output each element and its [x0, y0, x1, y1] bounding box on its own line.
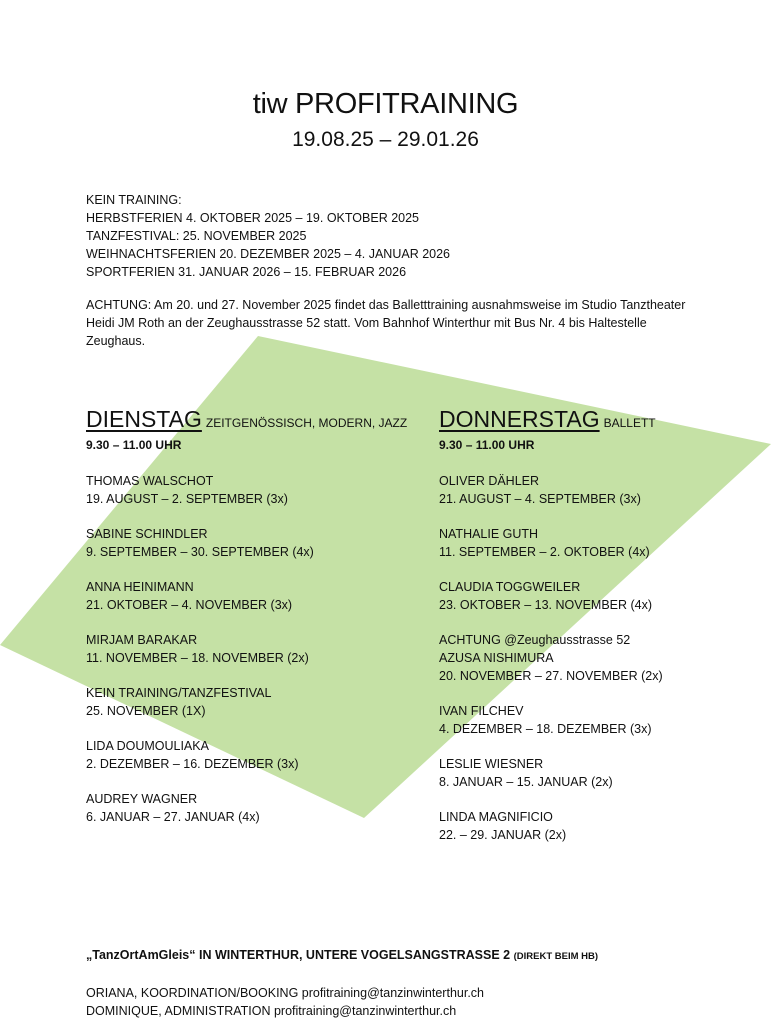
teacher-name: AUDREY WAGNER	[86, 792, 198, 806]
teacher-name: NATHALIE GUTH	[439, 527, 539, 541]
venue-note: (DIREKT BEIM HB)	[513, 951, 599, 962]
entry-dates: 20. NOVEMBER – 27. NOVEMBER (2x)	[439, 669, 663, 683]
class-time: 9.30 – 11.00 UHR	[86, 438, 182, 452]
schedule-entry	[86, 737, 407, 773]
schedule-entry	[439, 702, 663, 738]
no-training-heading: KEIN TRAINING:	[86, 193, 182, 207]
entry-dates: 25. NOVEMBER (1X)	[86, 704, 206, 718]
entry-dates: 19. AUGUST – 2. SEPTEMBER (3x)	[86, 492, 288, 506]
contacts-section	[86, 984, 484, 1020]
contact-line: ORIANA, KOORDINATION/BOOKING profitraining@tanzinwinterthur.ch	[86, 986, 484, 1000]
entry-dates: 22. – 29. JANUAR (2x)	[439, 828, 567, 842]
no-training-section	[86, 191, 450, 281]
teacher-name: KEIN TRAINING/TANZFESTIVAL	[86, 686, 272, 700]
location-note: ACHTUNG @Zeughausstrasse 52	[439, 633, 631, 647]
venue-address: „TanzOrtAmGleis“ IN WINTERTHUR, UNTERE VOGELSANGSTRASSE 2	[86, 948, 511, 962]
entry-dates: 23. OKTOBER – 13. NOVEMBER (4x)	[439, 598, 653, 612]
entry-dates: 9. SEPTEMBER – 30. SEPTEMBER (4x)	[86, 545, 314, 559]
no-training-line: TANZFESTIVAL: 25. NOVEMBER 2025	[86, 229, 307, 243]
entry-dates: 8. JANUAR – 15. JANUAR (2x)	[439, 775, 613, 789]
schedule-entry	[86, 684, 407, 720]
day-style: BALLETT	[603, 416, 656, 430]
entry-dates: 21. OKTOBER – 4. NOVEMBER (3x)	[86, 598, 293, 612]
schedule-entry	[439, 755, 663, 791]
schedule-entry	[439, 808, 663, 844]
schedule-entry	[439, 525, 663, 561]
entry-dates: 11. SEPTEMBER – 2. OKTOBER (4x)	[439, 545, 650, 559]
entry-dates: 21. AUGUST – 4. SEPTEMBER (3x)	[439, 492, 641, 506]
schedule-entry	[86, 790, 407, 826]
teacher-name: LINDA MAGNIFICIO	[439, 810, 553, 824]
day-name: DONNERSTAG	[439, 406, 600, 432]
schedule-entry	[86, 578, 407, 614]
page-title: tiw PROFITRAINING	[252, 88, 519, 120]
teacher-name: MIRJAM BARAKAR	[86, 633, 198, 647]
period-dates: 19.08.25 – 29.01.26	[292, 128, 479, 151]
schedule-entry	[439, 472, 663, 508]
contact-line: DOMINIQUE, ADMINISTRATION profitraining@tanzinwinterthur.ch	[86, 1004, 457, 1018]
teacher-name: SABINE SCHINDLER	[86, 527, 208, 541]
entry-dates: 2. DEZEMBER – 16. DEZEMBER (3x)	[86, 757, 299, 771]
entry-dates: 6. JANUAR – 27. JANUAR (4x)	[86, 810, 260, 824]
teacher-name: OLIVER DÄHLER	[439, 474, 540, 488]
teacher-name: THOMAS WALSCHOT	[86, 474, 214, 488]
schedule-entry	[439, 578, 663, 614]
class-time: 9.30 – 11.00 UHR	[439, 438, 535, 452]
schedule-entry	[86, 631, 407, 667]
venue-line	[86, 948, 598, 962]
thursday-heading	[439, 404, 663, 434]
teacher-name: ANNA HEINIMANN	[86, 580, 194, 594]
schedule-list	[86, 472, 407, 826]
schedule-list	[439, 472, 663, 844]
teacher-name: CLAUDIA TOGGWEILER	[439, 580, 581, 594]
day-style: ZEITGENÖSSISCH, MODERN, JAZZ	[205, 416, 408, 430]
tuesday-column	[86, 404, 407, 843]
no-training-line: WEIHNACHTSFERIEN 20. DEZEMBER 2025 – 4. JANUAR 2026	[86, 247, 451, 261]
attention-notice: ACHTUNG: Am 20. und 27. November 2025 findet das Balletttraining ausnahmsweise im Studio Tanztheater Heidi JM Roth an der Zeughausstrasse 52 statt. Vom Bahnhof Winterthur mit Bus Nr. 4 bis Haltestelle Zeughaus.	[86, 298, 686, 348]
day-name: DIENSTAG	[86, 406, 202, 432]
no-training-line: SPORTFERIEN 31. JANUAR 2026 – 15. FEBRUAR 2026	[86, 265, 407, 279]
no-training-line: HERBSTFERIEN 4. OKTOBER 2025 – 19. OKTOBER 2025	[86, 211, 420, 225]
teacher-name: IVAN FILCHEV	[439, 704, 524, 718]
entry-dates: 11. NOVEMBER – 18. NOVEMBER (2x)	[86, 651, 309, 665]
entry-dates: 4. DEZEMBER – 18. DEZEMBER (3x)	[439, 722, 652, 736]
thursday-column	[439, 404, 663, 861]
teacher-name: LIDA DOUMOULIAKA	[86, 739, 209, 753]
schedule-entry	[86, 472, 407, 508]
schedule-entry	[86, 525, 407, 561]
schedule-entry	[439, 631, 663, 685]
teacher-name: AZUSA NISHIMURA	[439, 651, 554, 665]
teacher-name: LESLIE WIESNER	[439, 757, 544, 771]
tuesday-heading	[86, 404, 407, 434]
